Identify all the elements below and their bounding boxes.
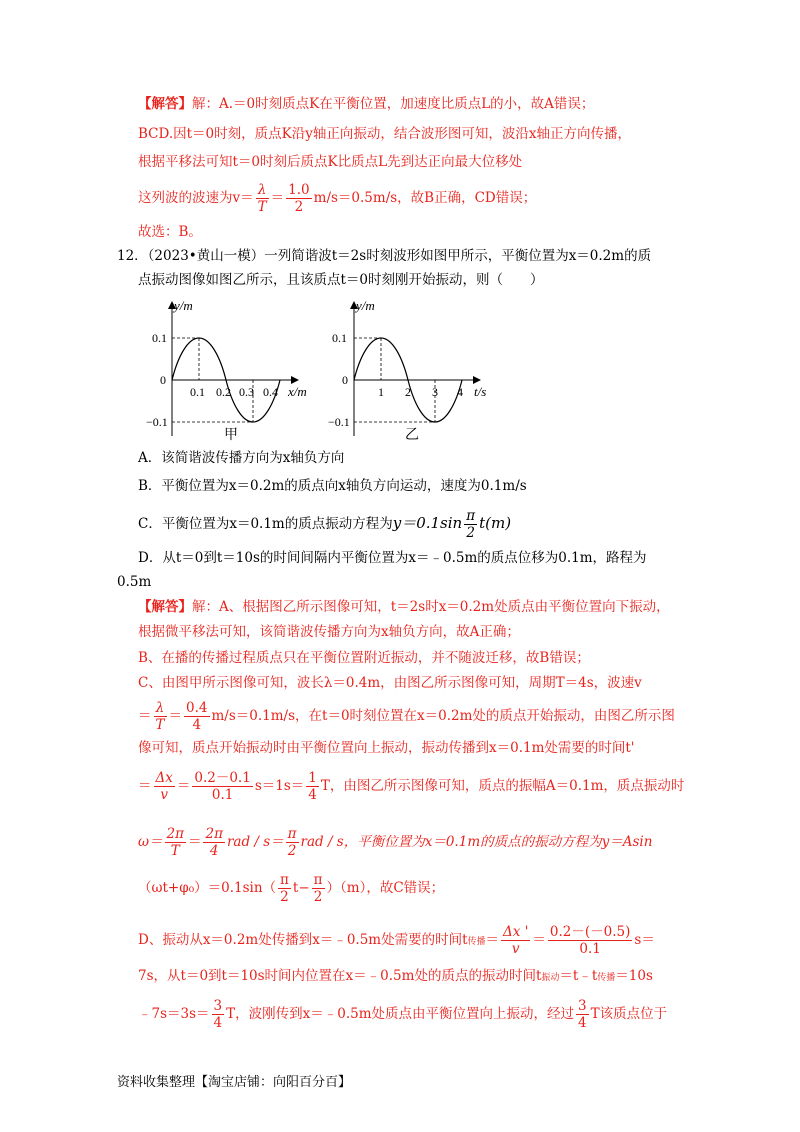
x-axis-label: t/s — [474, 384, 487, 399]
y-tick-top: 0.1 — [152, 331, 167, 345]
answer12-c1: C、由图甲所示图像可知，波长λ＝0.4m，由图乙所示图像可知，周期T＝4s，波速v — [138, 675, 642, 691]
x-tick: 2 — [405, 385, 411, 399]
answer12-b1: B、在播的传播过程质点只在平衡位置附近振动，并不随波迁移，故B错误； — [138, 650, 590, 666]
option-d-line2: 0.5m — [117, 574, 152, 590]
answer12-a1: 【解答】解：A、根据图乙所示图像可知，t＝2s时x＝0.2m处质点由平衡位置向下振动， — [138, 599, 670, 615]
answer11-line1: 【解答】解：A.＝0时刻质点K在平衡位置，加速度比质点L的小，故A错误； — [138, 96, 595, 112]
page-footer: 资料收集整理【淘宝店铺：向阳百分百】 — [117, 1075, 352, 1090]
y-axis-label: y/m — [356, 298, 375, 313]
answer12-a2: 根据微平移法可知，该简谐波传播方向为x轴负方向，故A正确； — [138, 624, 520, 640]
answer12-d2: 7s，从t＝0到t＝10s时间内位置在x＝﹣0.5m处的质点的振动时间t振动＝t﹣t传播＝10s — [138, 968, 653, 984]
fraction: $\frac{\lambda}{T}$ — [155, 700, 165, 733]
answer12-d1: D、振动从x＝0.2m处传播到x＝﹣0.5m处需要的时间t传播＝ $\frac{\Delta x '}{v}$ ＝ $\frac{0.2-(-0.5)}{0.1}$ s＝ — [138, 924, 655, 957]
y-tick-top: 0.1 — [332, 331, 347, 345]
fraction: $\frac{0.2-0.1}{0.1}$ — [194, 770, 251, 803]
fraction: $\frac{\pi}{2}$ — [313, 872, 323, 905]
fraction: $\frac{\pi}{2}$ — [287, 826, 297, 859]
answer12-c3: 像可知，质点开始振动时由平衡位置向上振动，振动传播到x＝0.1m处需要的时间t' — [138, 740, 635, 756]
option-c: C．平衡位置为x＝0.1m的质点振动方程为y＝0.1sin $\frac{\pi}{2}$ t(m) — [138, 508, 512, 541]
answer12-c6: （ωt+φ₀）＝0.1sin（ $\frac{\pi}{2}$ t− $\frac{\pi}{2}$ ）（m），故C错误； — [138, 872, 445, 905]
fraction: $\frac{1.0}{2}$ — [288, 182, 310, 215]
option-a: A．该简谐波传播方向为x轴负方向 — [138, 450, 345, 466]
fraction: $\frac{3}{4}$ — [213, 998, 223, 1031]
answer11-line5: 故选：B。 — [138, 224, 202, 240]
answer-tag: 【解答】 — [138, 96, 192, 112]
fraction: $\frac{2\pi}{4}$ — [205, 826, 223, 859]
fraction: $\frac{0.4}{4}$ — [186, 700, 208, 733]
answer12-c2: ＝ $\frac{\lambda}{T}$ ＝ $\frac{0.4}{4}$ m/s＝0.1m/s，在t＝0时刻位置在x＝0.2m处的质点开始振动，由图乙所示图 — [138, 700, 675, 733]
fraction: $\frac{0.2-(-0.5)}{0.1}$ — [549, 924, 631, 957]
fraction: $\frac{\lambda}{T}$ — [257, 182, 267, 215]
fraction: $\frac{\pi}{2}$ — [466, 508, 476, 541]
x-tick: 0.1 — [190, 385, 205, 399]
y-tick-bottom: −0.1 — [146, 415, 168, 429]
x-tick: 1 — [378, 385, 384, 399]
fraction: $\frac{3}{4}$ — [578, 998, 587, 1031]
y-tick-zero: 0 — [160, 373, 166, 387]
x-tick: 0.3 — [239, 385, 254, 399]
fraction: $\frac{2\pi}{T}$ — [166, 826, 184, 859]
y-tick-bottom: −0.1 — [328, 415, 350, 429]
x-tick: 4 — [457, 385, 463, 399]
option-d-line1: D．从t＝0到t＝10s的时间间隔内平衡位置为x＝﹣0.5m的质点位移为0.1m，路程为 — [138, 550, 647, 566]
x-tick: 0.4 — [263, 385, 278, 399]
x-tick: 0.2 — [216, 385, 231, 399]
fraction: $\frac{\pi}{2}$ — [280, 872, 289, 905]
graph-caption: 乙 — [405, 427, 419, 443]
x-axis-label: x/m — [288, 384, 307, 399]
graph-vibration-yi — [330, 296, 510, 446]
answer12-d3: ﹣7s＝3s＝ $\frac{3}{4}$ T，波刚传到x＝﹣0.5m处质点由平衡位置向上振动，经过 $\frac{3}{4}$ T该质点位于 — [138, 998, 668, 1031]
y-axis-label: y/m — [174, 298, 193, 313]
option-b: B．平衡位置为x＝0.2m的质点向x轴负方向运动，速度为0.1m/s — [138, 478, 527, 494]
x-tick: 3 — [432, 385, 438, 399]
fraction: $\frac{\Delta x '}{v}$ — [503, 924, 529, 957]
answer11-line2: BCD.因t＝0时刻，质点K沿y轴正向振动，结合波形图可知，波沿x轴正方向传播， — [138, 126, 631, 142]
y-tick-zero: 0 — [342, 373, 348, 387]
fraction: $\frac{\Delta x}{v}$ — [155, 770, 173, 803]
answer11-line3: 根据平移法可知t＝0时刻后质点K比质点L先到达正向最大位移处 — [138, 154, 523, 170]
answer12-c4: ＝ $\frac{\Delta x}{v}$ ＝ $\frac{0.2-0.1}{0.1}$ s＝1s＝ $\frac{1}{4}$ T，由图乙所示图像可知，质点的振幅A＝0.1m，质点振动时 — [138, 770, 685, 803]
graph-caption: 甲 — [224, 427, 238, 443]
answer-tag: 【解答】 — [138, 599, 192, 615]
question12-line1: 12．（2023•黄山一模）一列简谐波t＝2s时刻波形如图甲所示，平衡位置为x＝0.2m的质 — [117, 248, 652, 264]
fraction: $\frac{1}{4}$ — [308, 770, 317, 803]
question12-line2: 点振动图像如图乙所示，且该质点t＝0时刻刚开始振动，则（ ） — [138, 272, 544, 288]
answer12-c5: ω＝ $\frac{2\pi}{T}$ ＝ $\frac{2\pi}{4}$ rad / s＝ $\frac{\pi}{2}$ rad / s，平衡位置为x＝0.1m的质点的振动方程为y＝Asin — [138, 826, 653, 859]
graph-wave-jia — [146, 296, 330, 446]
answer11-line4: 这列波的波速为v＝ $\frac{\lambda}{T}$ ＝ $\frac{1.0}{2}$ m/s＝0.5m/s，故B正确，CD错误； — [138, 182, 537, 215]
